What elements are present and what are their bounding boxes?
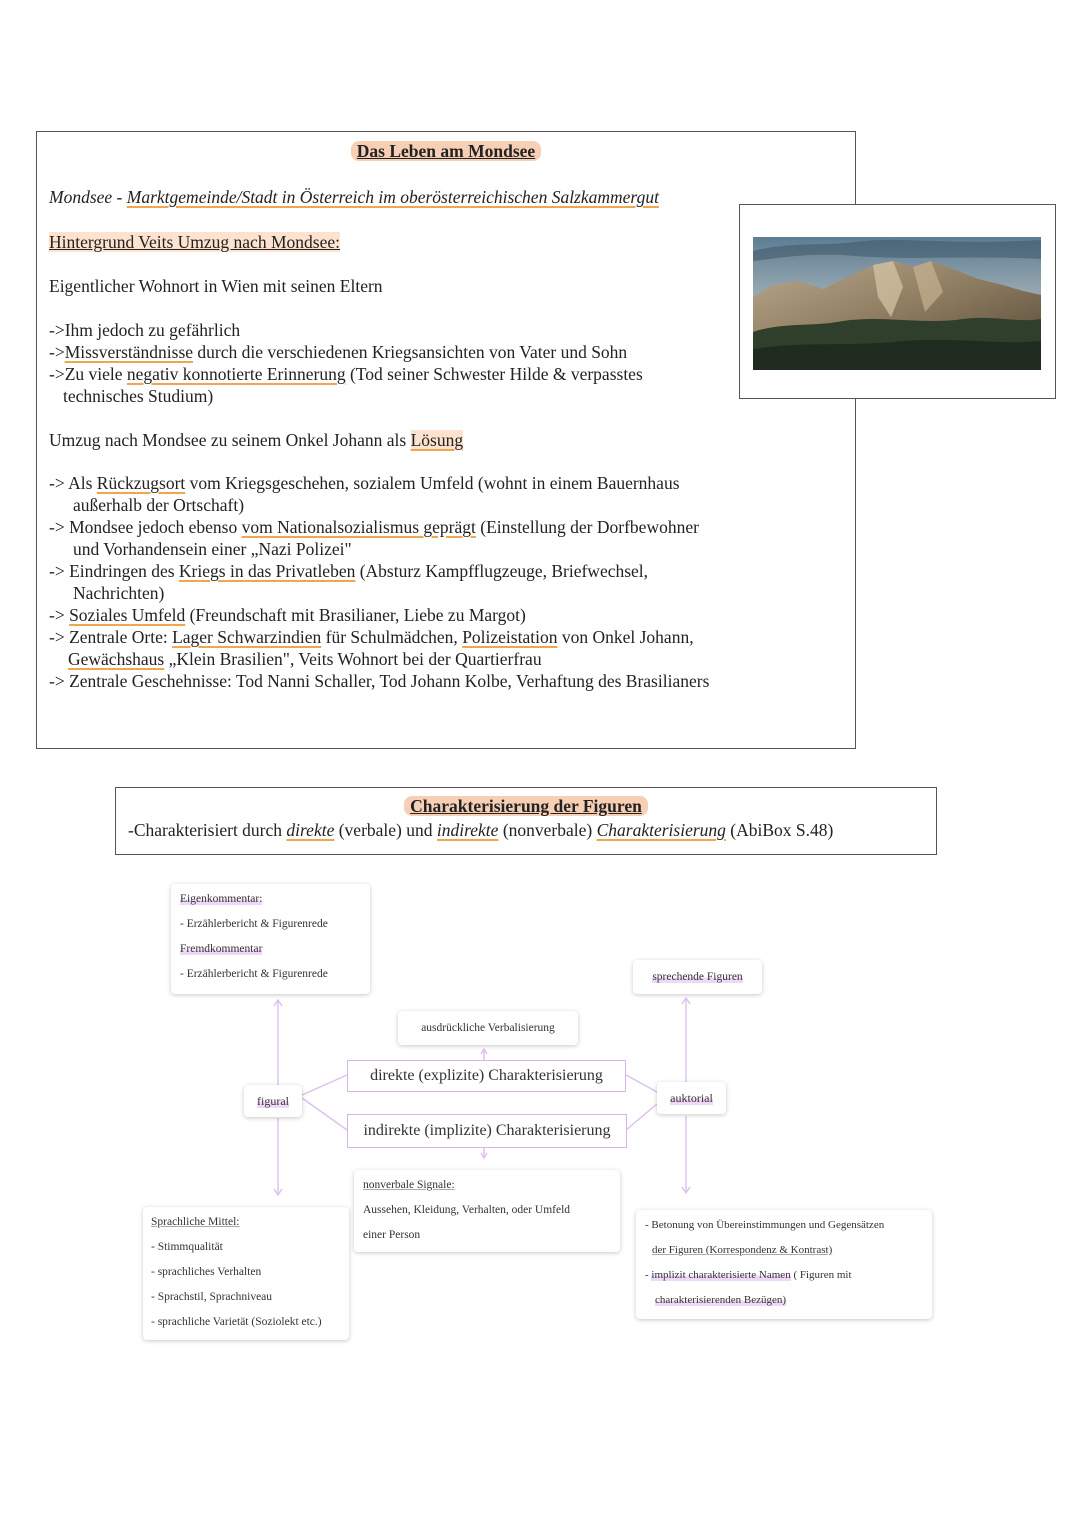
charakterisierung-intro: -Charakterisiert durch direkte (verbale) und indirekte (nonverbale) Charakterisierung (AbiBox S.48)	[128, 820, 834, 840]
point-4: -> Soziales Umfeld (Freundschaft mit Brasilianer, Liebe zu Margot)	[49, 605, 526, 625]
node-figural: figural	[244, 1085, 302, 1117]
subheading-background: Hintergrund Veits Umzug nach Mondsee:	[49, 232, 340, 252]
reason-2: ->Missverständnisse durch die verschiedenen Kriegsansichten von Vater und Sohn	[49, 342, 628, 362]
connector-figural-indirekte	[302, 1098, 347, 1130]
node-auktorial: auktorial	[657, 1082, 726, 1114]
point-1-cont: außerhalb der Ortschaft)	[73, 495, 245, 515]
point-5-cont: Gewächshaus „Klein Brasilien", Veits Wohnort bei der Quartierfrau	[68, 649, 542, 669]
point-3-cont: Nachrichten)	[73, 583, 165, 603]
point-2: -> Mondsee jedoch ebenso vom Nationalsozialismus geprägt (Einstellung der Dorfbewohner	[49, 517, 699, 537]
residence-line: Eigentlicher Wohnort in Wien mit seinen Eltern	[49, 276, 383, 296]
section-title-charakterisierung: Charakterisierung der Figuren	[115, 795, 937, 817]
card-ausdrueckliche-verbalisierung: ausdrückliche Verbalisierung	[398, 1011, 578, 1045]
card-sprachliche-mittel: Sprachliche Mittel: - Stimmqualität - sprachliches Verhalten - Sprachstil, Sprachniveau - sprachliche Varietät (Soziolekt etc.)	[143, 1207, 349, 1340]
definition-line: Mondsee - Marktgemeinde/Stadt in Österreich im oberösterreichischen Salzkammergut	[49, 187, 659, 207]
point-2-cont: und Vorhandensein einer „Nazi Polizei"	[73, 539, 352, 559]
point-5: -> Zentrale Orte: Lager Schwarzindien für Schulmädchen, Polizeistation von Onkel Johann,	[49, 627, 694, 647]
node-direkte-charakterisierung: direkte (explizite) Charakterisierung	[347, 1060, 626, 1092]
connector-indirekte-auktorial	[626, 1104, 657, 1130]
reason-3-cont: technisches Studium)	[63, 386, 214, 406]
solution-line: Umzug nach Mondsee zu seinem Onkel Johann als Lösung	[49, 430, 464, 450]
point-3: -> Eindringen des Kriegs in das Privatleben (Absturz Kampfflugzeuge, Briefwechsel,	[49, 561, 649, 581]
point-1: -> Als Rückzugsort vom Kriegsgeschehen, sozialem Umfeld (wohnt in einem Bauernhaus	[49, 473, 680, 493]
reason-3: ->Zu viele negativ konnotierte Erinnerung (Tod seiner Schwester Hilde & verpasstes	[49, 364, 643, 384]
reason-1: ->Ihm jedoch zu gefährlich	[49, 320, 241, 340]
card-sprechende-figuren: sprechende Figuren	[633, 960, 762, 994]
connector-direkte-auktorial	[626, 1075, 657, 1092]
connector-figural-direkte	[302, 1075, 347, 1095]
node-indirekte-charakterisierung: indirekte (implizite) Charakterisierung	[347, 1114, 627, 1148]
card-betonung: - Betonung von Übereinstimmungen und Gegensätzen der Figuren (Korrespondenz & Kontrast) - implizit charakterisierte Namen ( Figuren mit charakterisierenden Bezügen)	[636, 1210, 932, 1319]
card-kommentar: Eigenkommentar: - Erzählerbericht & Figurenrede Fremdkommentar - Erzählerbericht & Figurenrede	[171, 884, 370, 994]
card-nonverbale-signale: nonverbale Signale: Aussehen, Kleidung, Verhalten, oder Umfeld einer Person	[354, 1170, 620, 1252]
point-6: -> Zentrale Geschehnisse: Tod Nanni Schaller, Tod Johann Kolbe, Verhaftung des Brasilianers	[49, 671, 710, 691]
section-title-mondsee: Das Leben am Mondsee	[0, 140, 892, 162]
